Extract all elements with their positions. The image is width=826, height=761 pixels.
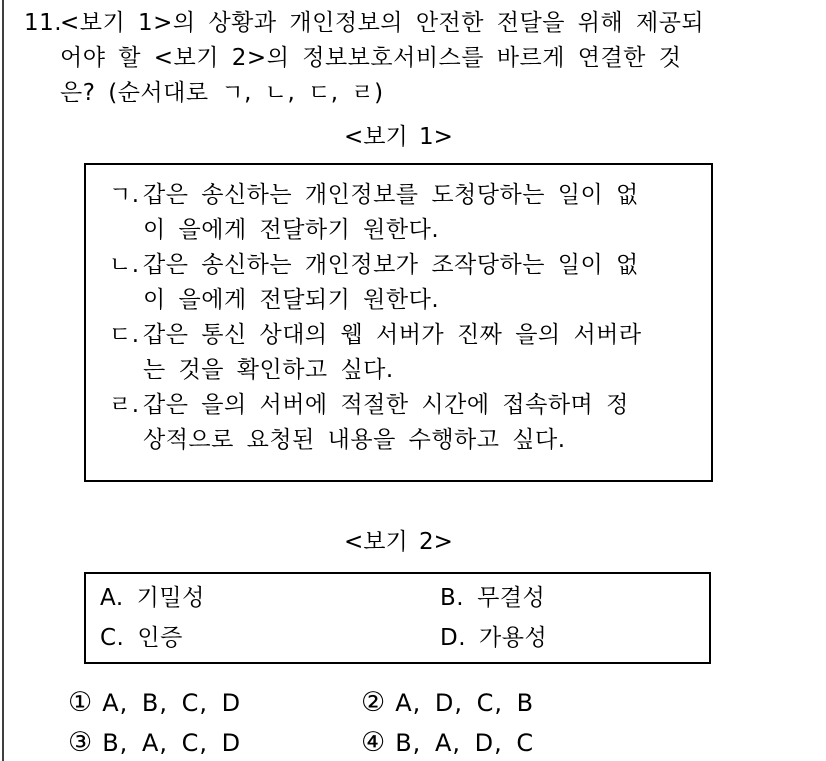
item-line: 갑은 을의 서버에 적절한 시간에 접속하며 정: [143, 392, 629, 418]
item-line: 갑은 송신하는 개인정보가 조작당하는 일이 없: [143, 252, 639, 278]
choice-text: B, A, C, D: [102, 729, 242, 757]
question-line: <보기 1>의 상황과 개인정보의 안전한 전달을 위해 제공되: [60, 10, 705, 36]
question-line: 은? (순서대로 ㄱ, ㄴ, ㄷ, ㄹ): [60, 80, 384, 106]
item-lines: [143, 318, 642, 388]
item-lines: [143, 178, 639, 248]
choice-marker-icon: ④: [361, 727, 386, 758]
exhibit2-title: <보기 2>: [344, 529, 453, 555]
exhibit1-item-d: [109, 318, 642, 388]
column-divider-line: [2, 0, 4, 761]
option-label: D.: [440, 625, 467, 651]
choice-text: B, A, D, C: [395, 729, 535, 757]
item-label: ㄱ.: [109, 182, 140, 208]
item-line: 갑은 통신 상대의 웹 서버가 진짜 을의 서버라: [143, 322, 642, 348]
choice-text: A, D, C, B: [395, 689, 535, 717]
item-line: 이 을에게 전달되기 원한다.: [143, 287, 440, 313]
exhibit2-option-b: [440, 581, 545, 616]
choice-text: A, B, C, D: [102, 689, 242, 717]
choice-marker-icon: ②: [361, 687, 386, 718]
item-label: ㄴ.: [109, 252, 140, 278]
exhibit1-item-n: [109, 248, 639, 318]
item-lines: [143, 248, 639, 318]
exhibit2-option-c: [100, 621, 183, 656]
option-text: 기밀성: [136, 585, 205, 611]
item-label: ㄷ.: [109, 322, 140, 348]
option-label: B.: [440, 585, 465, 611]
exhibit1-title: <보기 1>: [344, 124, 453, 150]
option-label: C.: [100, 625, 125, 651]
option-text: 무결성: [477, 585, 546, 611]
question-line: 어야 할 <보기 2>의 정보보호서비스를 바르게 연결한 것: [60, 45, 682, 71]
answer-choice-3[interactable]: [68, 726, 241, 760]
item-line: 이 을에게 전달하기 원한다.: [143, 217, 440, 243]
item-line: 상적으로 요청된 내용을 수행하고 싶다.: [143, 427, 566, 453]
item-line: 갑은 송신하는 개인정보를 도청당하는 일이 없: [143, 182, 639, 208]
item-line: 는 것을 확인하고 싶다.: [143, 357, 394, 383]
choice-marker-icon: ①: [68, 687, 93, 718]
answer-choice-1[interactable]: [68, 686, 241, 720]
exhibit1-item-r: [109, 388, 629, 458]
exhibit2-option-a: [100, 581, 205, 616]
item-label: ㄹ.: [109, 392, 140, 418]
option-label: A.: [100, 585, 124, 611]
answer-choice-4[interactable]: [361, 726, 534, 760]
option-text: 가용성: [479, 625, 548, 651]
exhibit2-option-d: [440, 621, 547, 656]
answer-choice-2[interactable]: [361, 686, 534, 720]
exhibit1-item-g: [109, 178, 639, 248]
choice-marker-icon: ③: [68, 727, 93, 758]
option-text: 인증: [137, 625, 183, 651]
question-number: 11.: [24, 10, 63, 36]
item-lines: [143, 388, 629, 458]
